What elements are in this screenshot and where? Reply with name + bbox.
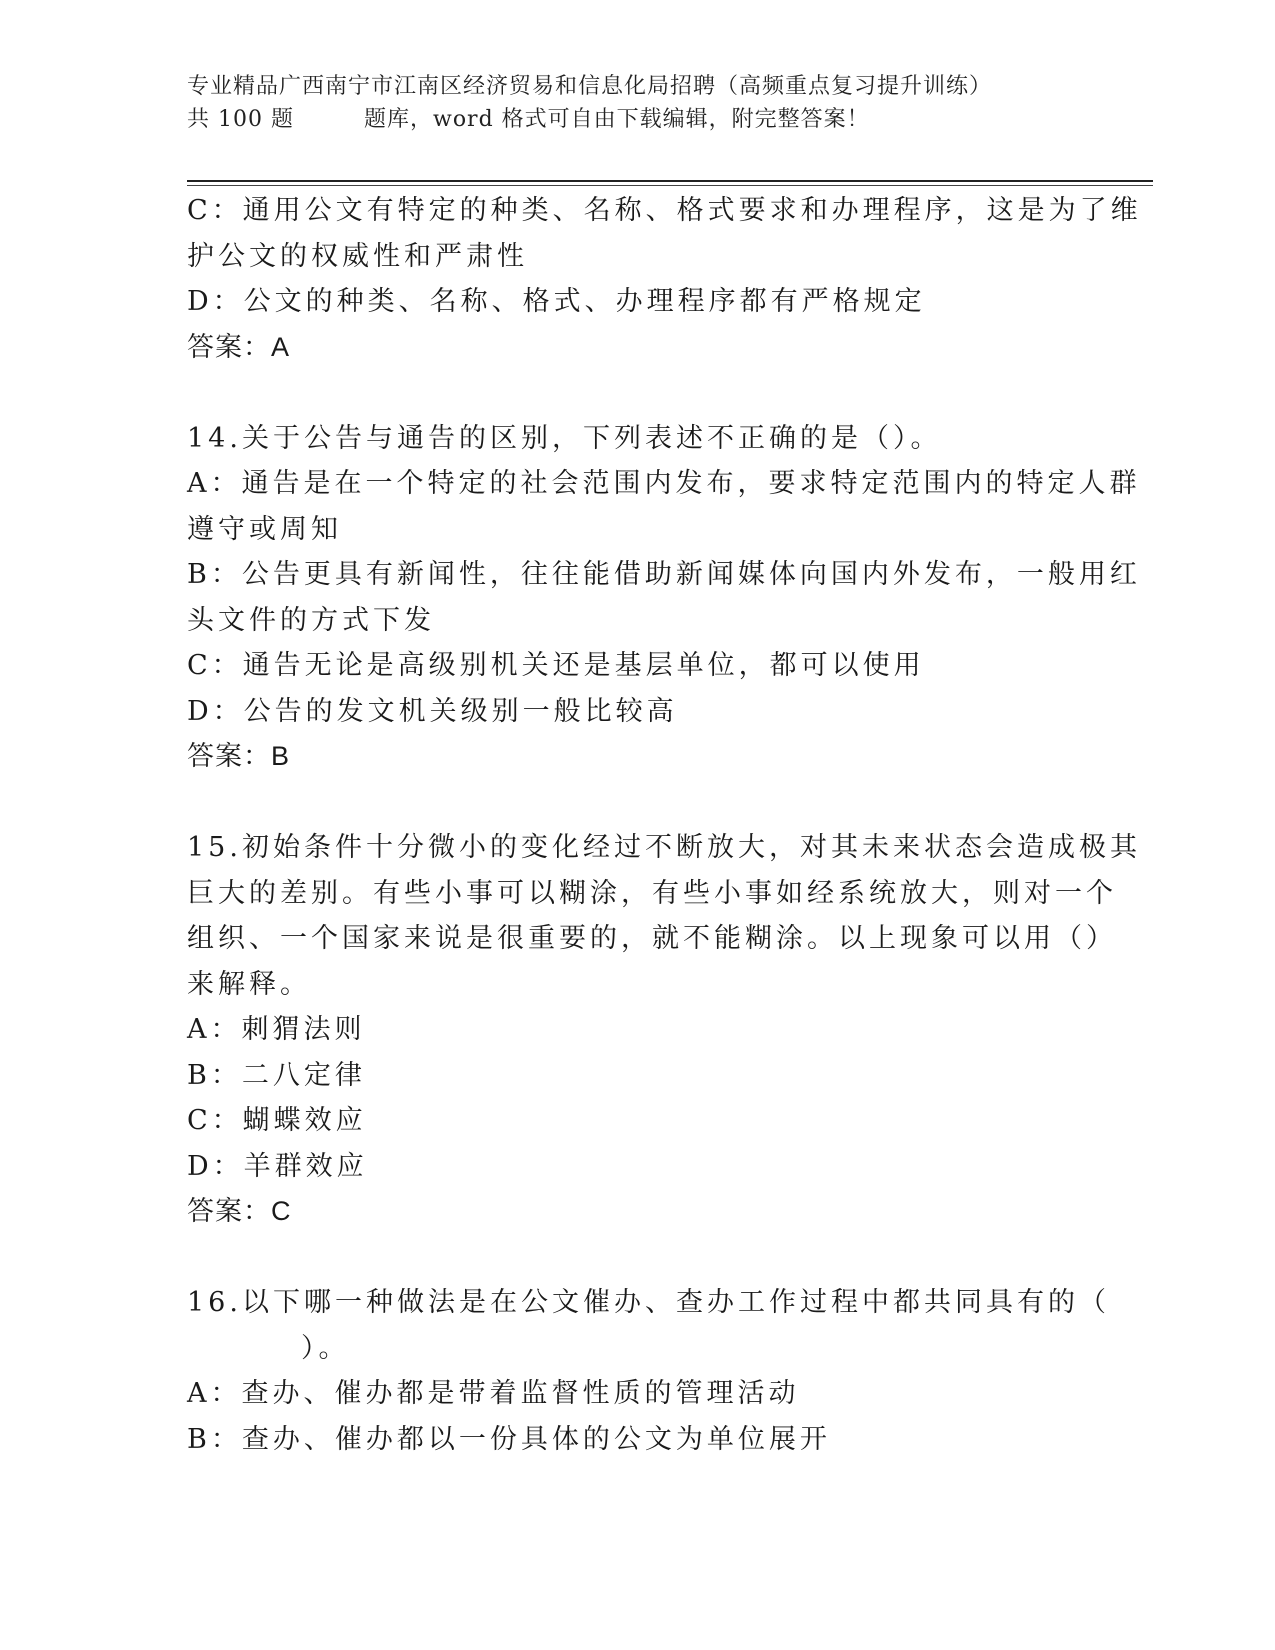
question-stem: 16.以下哪一种做法是在公文催办、查办工作过程中都共同具有的（ [187, 1287, 1110, 1318]
header-divider [187, 180, 1153, 182]
question-stem: 15.初始条件十分微小的变化经过不断放大，对其未来状态会造成极其 [187, 832, 1141, 863]
option-line: 护公文的权威性和严肃性 [187, 240, 528, 272]
document-title: 专业精品广西南宁市江南区经济贸易和信息化局招聘（高频重点复习提升训练） [187, 74, 993, 99]
option-line: C：蝴蝶效应 [187, 1105, 367, 1136]
option-line: D：公告的发文机关级别一般比较高 [187, 695, 678, 727]
question-15 [187, 825, 1141, 1189]
question-stem: 14.关于公告与通告的区别，下列表述不正确的是（）。 [187, 422, 942, 454]
download-note: 题库，word 格式可自由下载编辑，附完整答案！ [363, 107, 870, 132]
option-line: D：公文的种类、名称、格式、办理程序都有严格规定 [187, 286, 926, 317]
option-line: A：刺猬法则 [187, 1014, 366, 1045]
option-line: C：通告无论是高级别机关还是基层单位，都可以使用 [187, 650, 925, 681]
question-stem: 巨大的差别。有些小事可以糊涂，有些小事如经系统放大，则对一个 [187, 877, 1117, 909]
answer-line: 答案：B [187, 741, 291, 771]
document-subtitle [187, 103, 1087, 136]
option-line: B：公告更具有新闻性，往往能借助新闻媒体向国内外发布，一般用红 [187, 559, 1141, 590]
question-14 [187, 416, 1141, 735]
question-stem: 来解释。 [187, 968, 311, 1000]
header-divider-thin [187, 185, 1153, 186]
option-line: D：羊群效应 [187, 1150, 368, 1182]
option-line: A：查办、催办都是带着监督性质的管理活动 [187, 1378, 800, 1409]
question-stem: ）。 [301, 1332, 350, 1364]
answer-line: 答案：C [187, 1196, 292, 1226]
question-count: 共 100 题 [187, 107, 294, 132]
option-line: B：查办、催办都以一份具体的公文为单位展开 [187, 1423, 831, 1455]
option-line: 头文件的方式下发 [187, 604, 435, 636]
question-stem: 组织、一个国家来说是很重要的，就不能糊涂。以上现象可以用（） [187, 923, 1117, 954]
option-line: B：二八定律 [187, 1059, 366, 1091]
question-content [187, 188, 1142, 1462]
answer-line: 答案：A [187, 331, 291, 362]
question-16 [187, 1280, 1110, 1462]
page-header [187, 70, 1087, 136]
option-line: 遵守或周知 [187, 513, 342, 545]
option-line: C：通用公文有特定的种类、名称、格式要求和办理程序，这是为了维 [187, 195, 1142, 226]
question-13-tail [187, 188, 1142, 325]
option-line: A：通告是在一个特定的社会范围内发布，要求特定范围内的特定人群 [187, 468, 1141, 499]
